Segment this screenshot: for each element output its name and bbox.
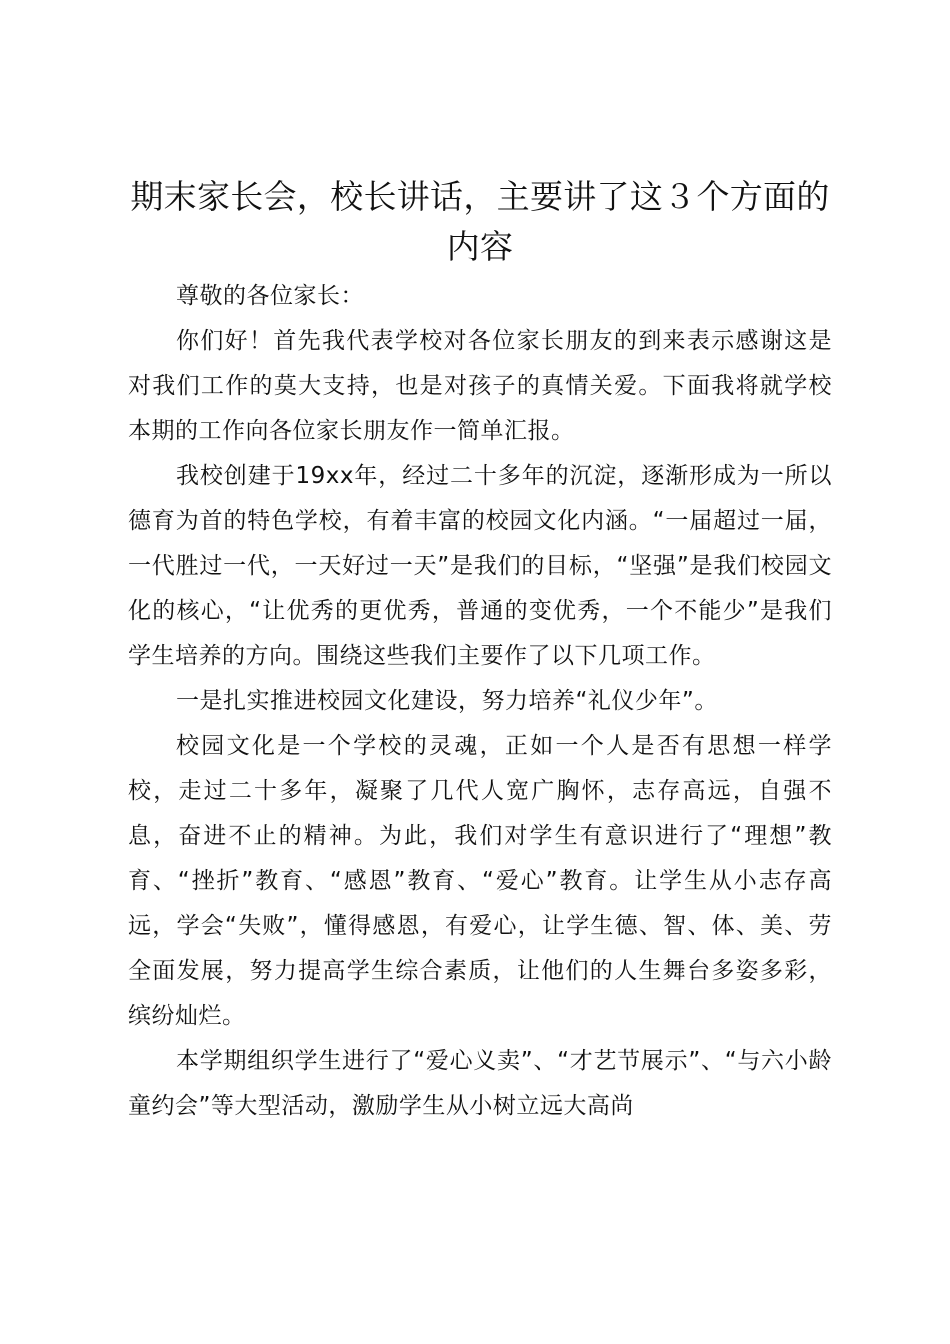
document-title: 期末家长会，校长讲话，主要讲了这３个方面的内容 [130,177,830,266]
document-page [128,172,832,1129]
campus-culture-paragraph: 校园文化是一个学校的灵魂，正如一个人是否有思想一样学校，走过二十多年，凝聚了几代人宽广胸怀，志存高远，自强不息，奋进不止的精神。为此，我们对学生有意识进行了“理想”教育、“挫折”教育、“感恩”教育、“爱心”教育。让学生从小志存高远，学会“失败”，懂得感恩，有爱心，让学生德、智、体、美、劳全面发展，努力提高学生综合素质，让他们的人生舞台多姿多彩，缤纷灿烂。 [128,733,832,1029]
activities-paragraph: 本学期组织学生进行了“爱心义卖”、“才艺节展示”、“与六小龄童约会”等大型活动，激励学生从小树立远大高尚 [128,1048,832,1119]
greeting-paragraph: 尊敬的各位家长： [176,283,364,309]
section-heading-paragraph: 一是扎实推进校园文化建设，努力培养“礼仪少年”。 [176,688,718,714]
school-history-paragraph: 我校创建于19xx年，经过二十多年的沉淀，逐渐形成为一所以德育为首的特色学校，有着丰富的校园文化内涵。“一届超过一届，一代胜过一代，一天好过一天”是我们的目标，“坚强”是我们校园文化的核心，“让优秀的更优秀，普通的变优秀，一个不能少”是我们学生培养的方向。围绕这些我们主要作了以下几项工作。 [128,463,832,669]
document-body [128,274,832,1129]
intro-paragraph: 你们好！首先我代表学校对各位家长朋友的到来表示感谢这是对我们工作的莫大支持，也是对孩子的真情关爱。下面我将就学校本期的工作向各位家长朋友作一简单汇报。 [128,328,832,444]
